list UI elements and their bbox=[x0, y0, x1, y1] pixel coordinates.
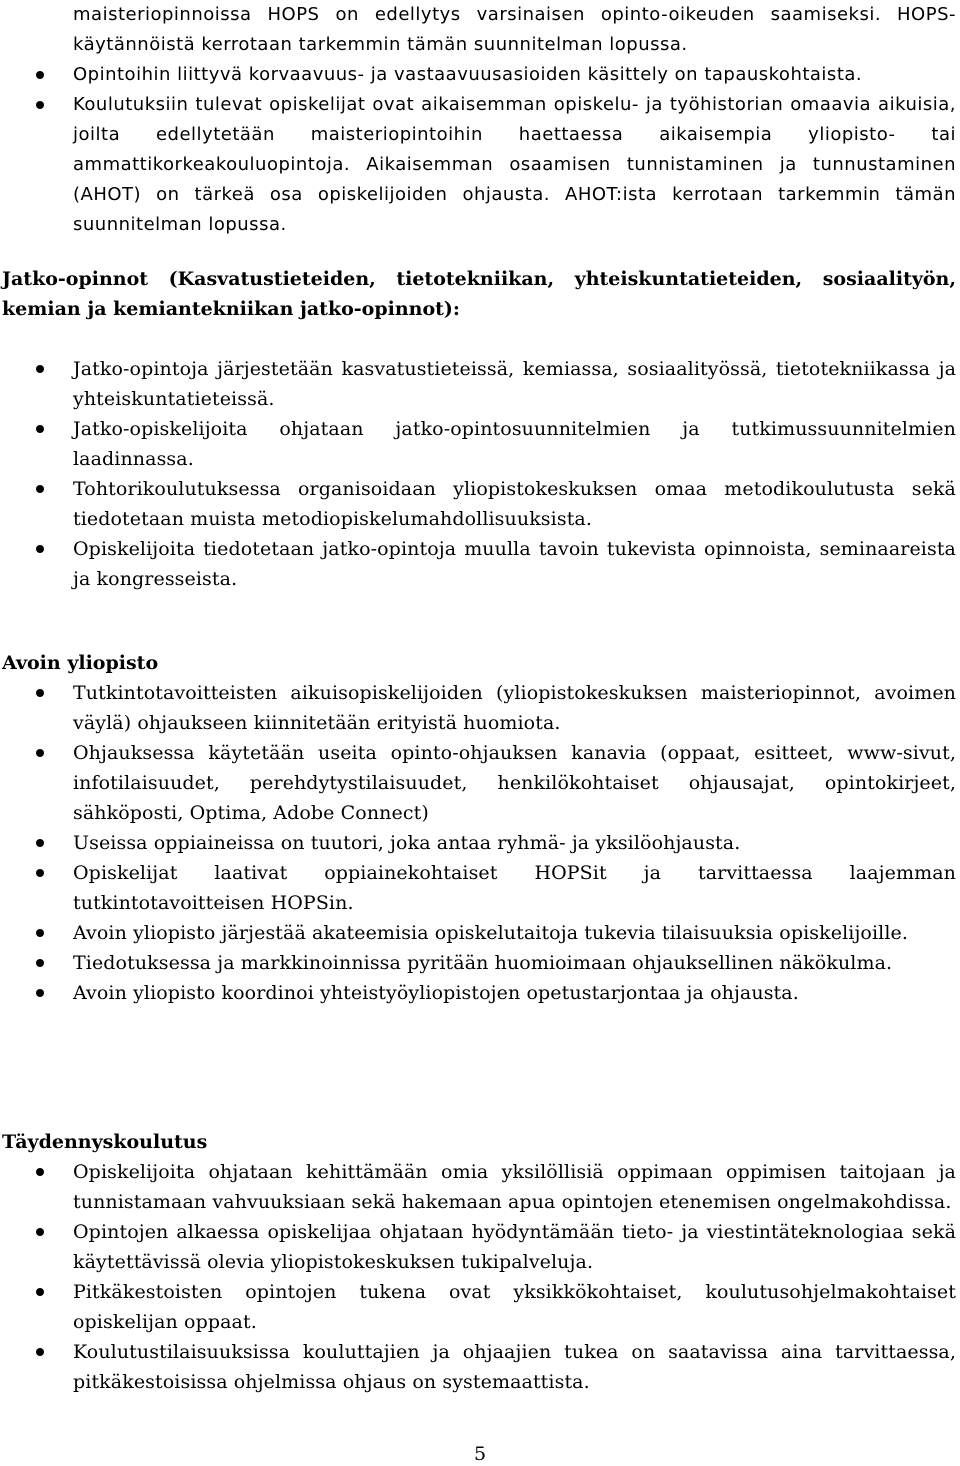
bullet-icon bbox=[36, 839, 44, 847]
list-item-text: Koulutustilaisuuksissa kouluttajien ja ohjaajien tukea on saatavissa aina tarvittaessa, pitkäkestoisissa ohjelmissa ohjaus on systemaattista. bbox=[73, 1341, 956, 1393]
bullet-icon bbox=[36, 869, 44, 877]
list-item-text: Useissa oppiaineissa on tuutori, joka antaa ryhmä- ja yksilöohjausta. bbox=[73, 832, 741, 854]
intro-continuation-text: maisteriopinnoissa HOPS on edellytys varsinaisen opinto-oikeuden saamiseksi. HOPS- käytännöistä kerrotaan tarkemmin tämän suunnitelman lopussa. bbox=[73, 4, 956, 55]
bullet-icon bbox=[36, 929, 44, 937]
section-taydennyskoulutus bbox=[0, 1127, 958, 1397]
section-jatko-opinnot bbox=[0, 264, 958, 594]
list-item bbox=[0, 948, 958, 978]
list-item bbox=[0, 828, 958, 858]
bullet-icon bbox=[36, 1348, 44, 1356]
list-item-text: Jatko-opiskelijoita ohjataan jatko-opintosuunnitelmien ja tutkimussuunnitelmien laadinnassa. bbox=[73, 418, 956, 470]
bullet-icon bbox=[36, 1288, 44, 1296]
list-item bbox=[0, 978, 958, 1008]
list-item bbox=[0, 1157, 958, 1217]
list-item-text: Tutkintotavoitteisten aikuisopiskelijoiden (yliopistokeskuksen maisteriopinnot, avoimen väylä) ohjaukseen kiinnitetään erityistä huomiota. bbox=[73, 682, 956, 734]
bullet-icon bbox=[36, 749, 44, 757]
list-item-text: Opiskelijoita ohjataan kehittämään omia yksilöllisiä oppimaan oppimisen taitojaan ja tunnistamaan vahvuuksiaan sekä hakemaan apua opintojen etenemisen ongelmakohdissa. bbox=[73, 1161, 956, 1213]
page-number: 5 bbox=[473, 1443, 487, 1465]
section-heading: Avoin yliopisto bbox=[2, 652, 159, 674]
intro-item-text: Koulutuksiin tulevat opiskelijat ovat aikaisemman opiskelu- ja työhistorian omaavia aikuisia, joilta edellytetään maisteriopintoihin haettaessa aikaisempia yliopisto- tai ammattikorkeakouluopintoja. Aikaisemman osaamisen tunnistaminen ja tunnustaminen (AHOT) on tärkeä osa opiskelijoiden ohjausta. AHOT:ista kerrotaan tarkemmin tämän suunnitelman lopussa. bbox=[73, 94, 956, 235]
intro-continuation bbox=[0, 0, 958, 60]
bullet-icon bbox=[36, 689, 44, 697]
bullet-icon bbox=[36, 425, 44, 433]
section-avoin-yliopisto bbox=[0, 648, 958, 1008]
list-item bbox=[0, 474, 958, 534]
list-item bbox=[0, 1277, 958, 1337]
list-item-text: Opintojen alkaessa opiskelijaa ohjataan hyödyntämään tieto- ja viestintäteknologiaa sekä käytettävissä olevia yliopistokeskuksen tukipalveluja. bbox=[73, 1221, 956, 1273]
list-item-text: Opiskelijoita tiedotetaan jatko-opintoja muulla tavoin tukevista opinnoista, seminaareista ja kongresseista. bbox=[73, 538, 956, 590]
bullet-icon bbox=[36, 1228, 44, 1236]
list-item bbox=[0, 1337, 958, 1397]
intro-list-item bbox=[0, 90, 958, 240]
bullet-icon bbox=[36, 365, 44, 373]
bullet-icon bbox=[36, 485, 44, 493]
list-item-text: Tiedotuksessa ja markkinoinnissa pyritään huomioimaan ohjauksellinen näkökulma. bbox=[73, 952, 893, 974]
list-item-text: Avoin yliopisto järjestää akateemisia opiskelutaitoja tukevia tilaisuuksia opiskelijoille. bbox=[73, 922, 908, 944]
list-item-text: Jatko-opintoja järjestetään kasvatustieteissä, kemiassa, sosiaalityössä, tietotekniikassa ja yhteiskuntatieteissä. bbox=[73, 358, 956, 410]
bullet-icon bbox=[36, 1168, 44, 1176]
bullet-icon bbox=[36, 545, 44, 553]
list-item-text: Tohtorikoulutuksessa organisoidaan yliopistokeskuksen omaa metodikoulutusta sekä tiedotetaan muista metodiopiskelumahdollisuuksista. bbox=[73, 478, 956, 530]
intro-block bbox=[0, 0, 958, 240]
list-item bbox=[0, 738, 958, 828]
bullet-icon bbox=[36, 71, 44, 79]
section-heading: Jatko-opinnot (Kasvatustieteiden, tietotekniikan, yhteiskuntatieteiden, sosiaalityön, kemian ja kemiantekniikan jatko-opinnot): bbox=[2, 268, 956, 320]
list-item bbox=[0, 534, 958, 594]
list-item-text: Pitkäkestoisten opintojen tukena ovat yksikkökohtaiset, koulutusohjelmakohtaiset opiskelijan oppaat. bbox=[73, 1281, 956, 1333]
bullet-icon bbox=[36, 989, 44, 997]
list-item bbox=[0, 858, 958, 918]
list-item bbox=[0, 678, 958, 738]
list-item-text: Ohjauksessa käytetään useita opinto-ohjauksen kanavia (oppaat, esitteet, www-sivut, infotilaisuudet, perehdytystilaisuudet, henkilökohtaiset ohjausajat, opintokirjeet, sähköposti, Optima, Adobe Connect) bbox=[73, 742, 956, 824]
bullet-icon bbox=[36, 959, 44, 967]
bullet-icon bbox=[36, 101, 44, 109]
list-item bbox=[0, 414, 958, 474]
section-heading: Täydennyskoulutus bbox=[2, 1131, 208, 1153]
list-item-text: Avoin yliopisto koordinoi yhteistyöyliopistojen opetustarjontaa ja ohjausta. bbox=[73, 982, 799, 1004]
list-item bbox=[0, 1217, 958, 1277]
intro-item-text: Opintoihin liittyvä korvaavuus- ja vastaavuusasioiden käsittely on tapauskohtaista. bbox=[73, 64, 863, 85]
list-item bbox=[0, 918, 958, 948]
list-item-text: Opiskelijat laativat oppiainekohtaiset HOPSit ja tarvittaessa laajemman tutkintotavoitteisen HOPSin. bbox=[73, 862, 956, 914]
intro-list-item bbox=[0, 60, 958, 90]
list-item bbox=[0, 354, 958, 414]
